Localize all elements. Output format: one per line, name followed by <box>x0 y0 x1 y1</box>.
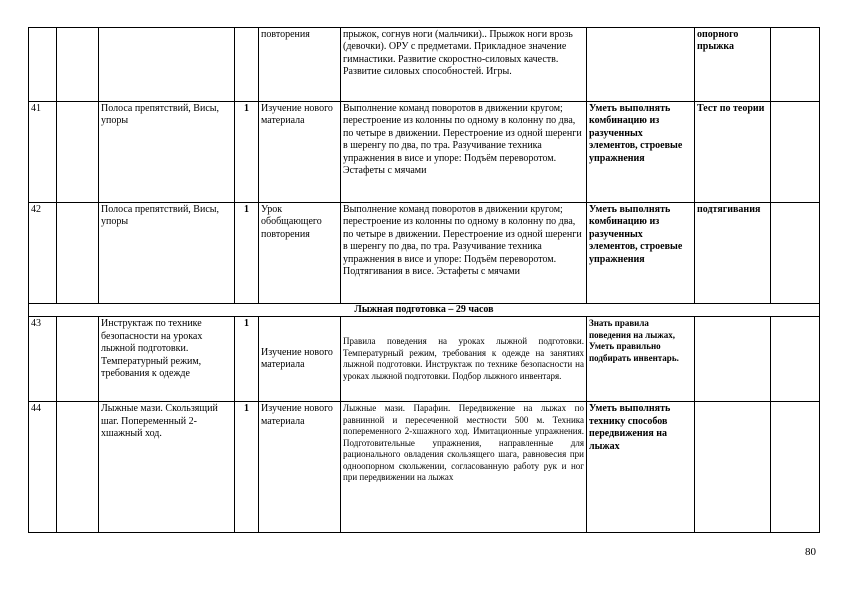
row-theme <box>99 28 235 102</box>
row-number: 41 <box>29 102 57 203</box>
empty-cell <box>771 102 820 203</box>
row-theme: Лыжные мази. Скользящий шаг. Попеременный 2-хшажный ход. <box>99 402 235 533</box>
row-control <box>695 317 771 402</box>
row-requirements <box>587 28 695 102</box>
empty-cell <box>57 102 99 203</box>
section-header-row <box>29 304 820 317</box>
row-content: прыжок, согнув ноги (мальчики).. Прыжок ноги врозь (девочки). ОРУ с предметами. Прикладное значение гимнастики. Развитие скоростно-силовых качеств. Развитие силовых способностей. Игры. <box>341 28 587 102</box>
row-hours: 1 <box>235 317 259 402</box>
empty-cell <box>57 402 99 533</box>
row-hours <box>235 28 259 102</box>
table-row <box>29 28 820 102</box>
empty-cell <box>771 28 820 102</box>
row-hours: 1 <box>235 102 259 203</box>
row-control: опорного прыжка <box>695 28 771 102</box>
row-number: 44 <box>29 402 57 533</box>
row-requirements: Уметь выполнять комбинацию из разученных элементов, строевые упражнения <box>587 102 695 203</box>
row-content: Выполнение команд поворотов в движении кругом; перестроение из колонны по одному в колонну по два, по четыре в движении. Перестроение из одной шеренги в шеренгу по два, по тра. Разучивание техника упражнения в висе и упоре: Подъём переворотом. Подтягивания в висе. Эстафеты с мячами <box>341 203 587 304</box>
table-row <box>29 402 820 533</box>
row-content: Лыжные мази. Парафин. Передвижение на лыжах по равнинной и пересеченной местности 500 м. Техника попеременного 2-хшажного ход. Имитационные упражнения. Подготовительные упражнения, направленные для рационального овладения скользящего шага, равновесия при одноопорном скольжении, согласованную работу рук и ног при передвижении на лыжах <box>341 402 587 533</box>
empty-cell <box>57 317 99 402</box>
row-theme: Полоса препятствий, Висы, упоры <box>99 102 235 203</box>
row-control: подтягивания <box>695 203 771 304</box>
empty-cell <box>57 28 99 102</box>
row-lesson-type: Урок обобщающего повторения <box>259 203 341 304</box>
row-hours: 1 <box>235 203 259 304</box>
row-content: Выполнение команд поворотов в движении кругом; перестроение из колонны по одному в колонну по два, по четыре в движении. Перестроение из одной шеренги в шеренгу по два, по тра. Разучивание техника упражнения в висе и упоре: Подъём переворотом. Эстафеты с мячами <box>341 102 587 203</box>
row-content: Правила поведения на уроках лыжной подготовки. Температурный режим, требования к одежде на занятиях лыжной подготовки. Инструктаж по технике безопасности на уроках лыжной подготовки. Подбор лыжного инвентаря. <box>341 317 587 402</box>
row-number: 42 <box>29 203 57 304</box>
empty-cell <box>57 203 99 304</box>
row-theme: Инструктаж по технике безопасности на уроках лыжной подготовки. Температурный режим, требования к одежде <box>99 317 235 402</box>
row-requirements: Уметь выполнять технику способов передвижения на лыжах <box>587 402 695 533</box>
table-row <box>29 317 820 402</box>
row-control <box>695 402 771 533</box>
row-requirements: Уметь выполнять комбинацию из разученных элементов, строевые упражнения <box>587 203 695 304</box>
section-title: Лыжная подготовка – 29 часов <box>29 304 820 317</box>
row-lesson-type: Изучение нового материала <box>259 317 341 402</box>
row-lesson-type: Изучение нового материала <box>259 102 341 203</box>
empty-cell <box>771 203 820 304</box>
row-lesson-type: Изучение нового материала <box>259 402 341 533</box>
empty-cell <box>771 402 820 533</box>
table-row <box>29 203 820 304</box>
empty-cell <box>771 317 820 402</box>
row-lesson-type: повторения <box>259 28 341 102</box>
table-row <box>29 102 820 203</box>
row-requirements: Знать правила поведения на лыжах, Уметь правильно подбирать инвентарь. <box>587 317 695 402</box>
row-number <box>29 28 57 102</box>
row-theme: Полоса препятствий, Висы, упоры <box>99 203 235 304</box>
lesson-plan-table <box>28 27 820 533</box>
row-hours: 1 <box>235 402 259 533</box>
page-number: 80 <box>805 546 816 558</box>
row-number: 43 <box>29 317 57 402</box>
row-control: Тест по теории <box>695 102 771 203</box>
